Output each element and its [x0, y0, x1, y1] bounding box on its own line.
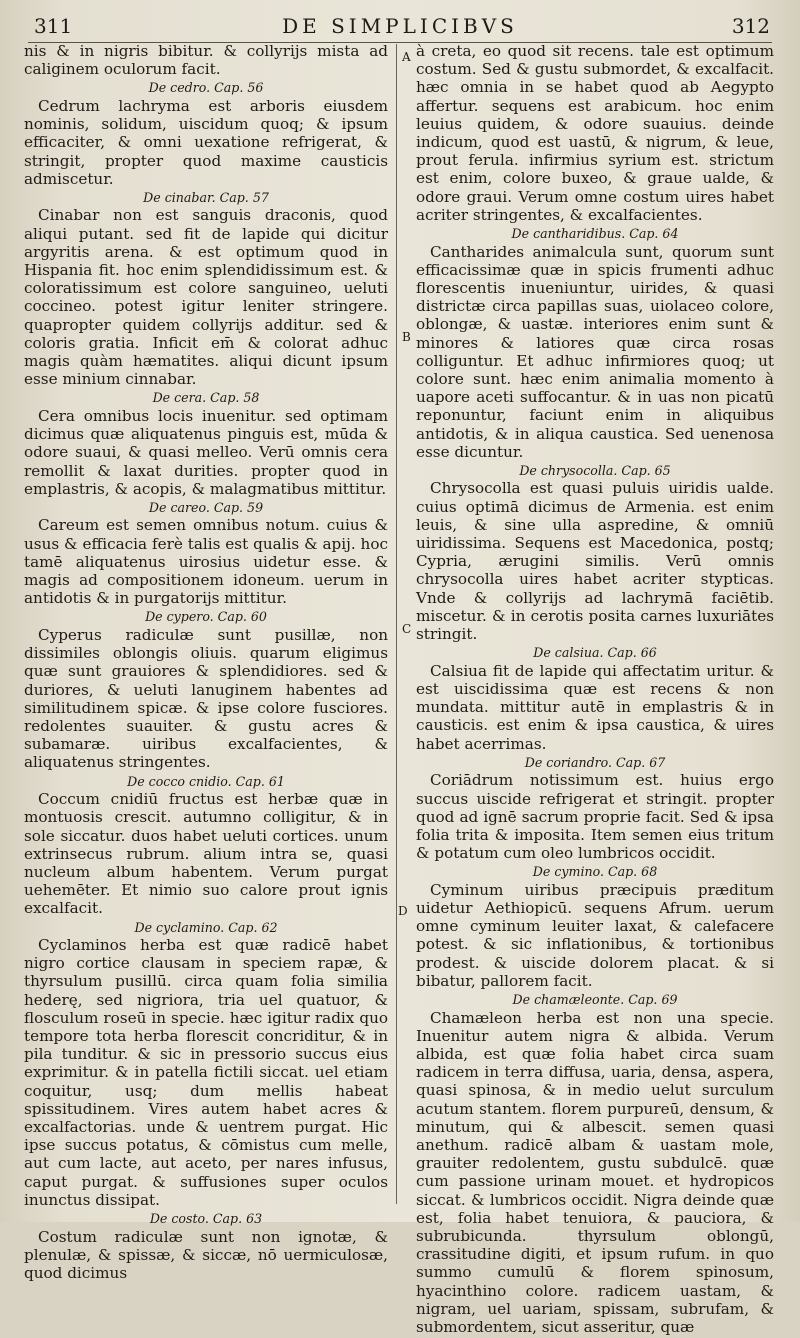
- chapter-heading: De cedro. Cap. 56: [148, 80, 264, 96]
- continued-paragraph: à creta, eo quod sit recens. tale est optimum costum. Sed & gustu submordet, & excalfacit. hæc omnia in se habet quod ab Aegypto affertur. sequens est arabicum. hoc enim leuius quidem, & odore suauius. deinde indicum, quod est uastū, & nigrum, & leue, prout ferula. infirmius syrium est. strictum est enim, colore buxeo, & graue ualde, & odore graui. Verum omne costum uires habet acriter stringentes, & excalfacientes.: [416, 42, 774, 224]
- right-column: [416, 42, 774, 1338]
- chapter-heading: De careo. Cap. 59: [148, 499, 264, 515]
- margin-letter-d: D: [398, 904, 408, 918]
- chapter-heading: De cinabar. Cap. 57: [143, 189, 269, 205]
- chapter-heading: De cypero. Cap. 60: [145, 609, 267, 625]
- chapter-heading: De costo. Cap. 63: [149, 1211, 263, 1227]
- entry-paragraph: Calsiua fit de lapide qui affectatim uritur. & est uiscidissima quæ est recens & non mundata. mittitur autē in emplastris & in causticis. est enim & ipsa caustica, & uires habet acerrimas.: [416, 661, 774, 753]
- chapter-heading: De cocco cnidio. Cap. 61: [127, 773, 285, 789]
- margin-letter-a: A: [402, 50, 411, 64]
- entry-paragraph: Cyclaminos herba est quæ radicē habet nigro cortice clausam in speciem rapæ, & thyrsulum pusillū. circa quam folia similia hederę, sed nigriora, tria uel quatuor, & flosculum roseū in specie. hæc igitur radix quo tempore tota herba florescit concriditur, & in pila tunditur. & sic in pressorio succus eius exprimitur. & in patella fictili siccat. uel etiam coquitur, usq; dum mellis habeat spissitudinem. Vires autem habet acres & excalfactorias. unde & uentrem purgat. Hic ipse succus potatus, & cōmistus cum melle, aut cum lacte, aut aceto, per nares infusus, caput purgat. & suffusiones super oculos inunctus dissipat.: [24, 936, 388, 1209]
- column-divider: [396, 44, 397, 1204]
- entry-paragraph: Chrysocolla est quasi puluis uiridis ualde. cuius optimā dicimus de Armenia. est enim leuis, & sine ulla aspredine, & omniū uiridissima. Sequens est Macedonica, postq; Cypria, ærugini similis. Verū omnis chrysocolla uires habet acriter stypticas. Vnde & collyrijs ad lachrymā faciētib. miscetur. & in cerotis posita carnes luxuriātes stringit.: [416, 479, 774, 644]
- continued-paragraph: nis & in nigris bibitur. & collyrijs mista ad caliginem oculorum facit.: [24, 42, 388, 79]
- left-column: [24, 42, 388, 1284]
- page-number-left: 311: [34, 14, 73, 38]
- running-title: DE SIMPLICIBVS: [282, 14, 518, 38]
- chapter-heading: De calsiua. Cap. 66: [533, 645, 657, 661]
- chapter-heading: De cantharidibus. Cap. 64: [511, 226, 679, 242]
- chapter-heading: De cymino. Cap. 68: [532, 864, 658, 880]
- entry-paragraph: Cinabar non est sanguis draconis, quod aliqui putant. sed fit de lapide qui dicitur argyritis arena. & est optimum quod in Hispania fit. hoc enim splendidissimum est. & coloratissimum est colore sanguineo, ueluti coccineo. potest igitur leniter stringere. quapropter quidem collyrijs additur. sed & coloris gratia. Inficit em̄ & colorat adhuc magis quàm hæmatites. aliqui dicunt ipsum esse minium cinnabar.: [24, 206, 388, 389]
- entry-paragraph: Cantharides animalcula sunt, quorum sunt efficacissimæ quæ in spicis frumenti adhuc florescentis inueniuntur, uirides, & quasi districtæ circa papillas suas, uiolaceo colore, oblongæ, & uastæ. interiores enim sunt & minores & latiores quæ circa rosas colliguntur. Et adhuc infirmiores quoq; ut colore sunt. hæc enim animalia momento à uapore aceti suffocantur. & in uas non picatū reponuntur, faciunt enim in aliquibus antidotis, & in aliqua caustica. Sed uenenosa esse dicuntur.: [416, 242, 774, 461]
- page-number-right: 312: [731, 14, 770, 38]
- entry-paragraph: Cedrum lachryma est arboris eiusdem nominis, solidum, uiscidum quoq; & ipsum efficaciter, & omni uexatione refrigerat, & stringit, propter quod maxime causticis admiscetur.: [24, 96, 388, 188]
- entry-paragraph: Chamæleon herba est non una specie. Inuenitur autem nigra & albida. Verum albida, est quæ folia habet circa suam radicem in terra diffusa, uaria, densa, aspera, quasi spinosa, & in medio uelut surculum acutum stantem. florem purpureū, densum, & minutum, qui & albescit. semen quasi anethum. radicē albam & uastam mole, grauiter redolentem, gustu subdulcē. quæ cum passione urinam mouet. et hydropicos siccat. & lumbricos occidit. Nigra deinde quæ est, folia habet tenuiora, & pauciora, & subrubicunda. thyrsulum oblongū, crassitudine digiti, et ipsum rufum. in quo summo cumulū & florem spinosum, hyacinthino colore. radicem uastam, & nigram, uel uariam, spissam, subrufam, & submordentem, sicut asseritur, quæ: [416, 1008, 774, 1336]
- chapter-heading: De cera. Cap. 58: [152, 390, 260, 406]
- chapter-heading: De chrysocolla. Cap. 65: [519, 462, 671, 478]
- margin-letter-c: C: [402, 622, 412, 636]
- chapter-heading: De chamæleonte. Cap. 69: [512, 992, 678, 1008]
- page-header: [0, 12, 800, 42]
- chapter-heading: De coriandro. Cap. 67: [524, 754, 666, 770]
- entry-paragraph: Coccum cnidiū fructus est herbæ quæ in montuosis crescit. autumno colligitur, & in sole siccatur. duos habet ueluti cortices. unum extrinsecus rubrum. alium intra se, quasi nucleum album habentem. Verum purgat uehemēter. Et nimio suo calore prout ignis excalfacit.: [24, 790, 388, 918]
- chapter-heading: De cyclamino. Cap. 62: [134, 919, 278, 935]
- entry-paragraph: Cyminum uiribus præcipuis præditum uidetur Aethiopicū. sequens Afrum. uerum omne cyminum leuiter laxat, & calefacere potest. & sic inflationibus, & tortionibus prodest. & uiscide dolorem placat. & si bibatur, pallorem facit.: [416, 880, 774, 990]
- margin-letter-b: B: [402, 330, 411, 344]
- entry-paragraph: Costum radiculæ sunt non ignotæ, & plenulæ, & spissæ, & siccæ, nō uermiculosæ, quod dicimus: [24, 1227, 388, 1282]
- entry-paragraph: Cera omnibus locis inuenitur. sed optimam dicimus quæ aliquatenus pinguis est, mūda & odore suaui, & quasi melleo. Verū omnis cera remollit & laxat durities. propter quod in emplastris, & acopis, & malagmatibus mittitur.: [24, 406, 388, 498]
- entry-paragraph: Cyperus radiculæ sunt pusillæ, non dissimiles oblongis oliuis. quarum eligimus quæ sunt grauiores & splendidiores. sed & duriores, & ueluti lanuginem habentes ad similitudinem spicæ. & ipse colore fusciores. redolentes suauiter. & gustu acres & subamaræ. uiribus excalfacientes, & aliquatenus stringentes.: [24, 625, 388, 772]
- entry-paragraph: Careum est semen omnibus notum. cuius & usus & efficacia ferè talis est qualis & apij. hoc tamē aliquatenus uirosius uidetur esse. & magis ad compositionem idoneum. uerum in antidotis & in purgatorijs mittitur.: [24, 516, 388, 608]
- entry-paragraph: Coriādrum notissimum est. huius ergo succus uiscide refrigerat et stringit. propter quod ad ignē sacrum proprie facit. Sed & ipsa folia trita & imposita. Item semen eius tritum & potatum cum oleo lumbricos occidit.: [416, 771, 774, 863]
